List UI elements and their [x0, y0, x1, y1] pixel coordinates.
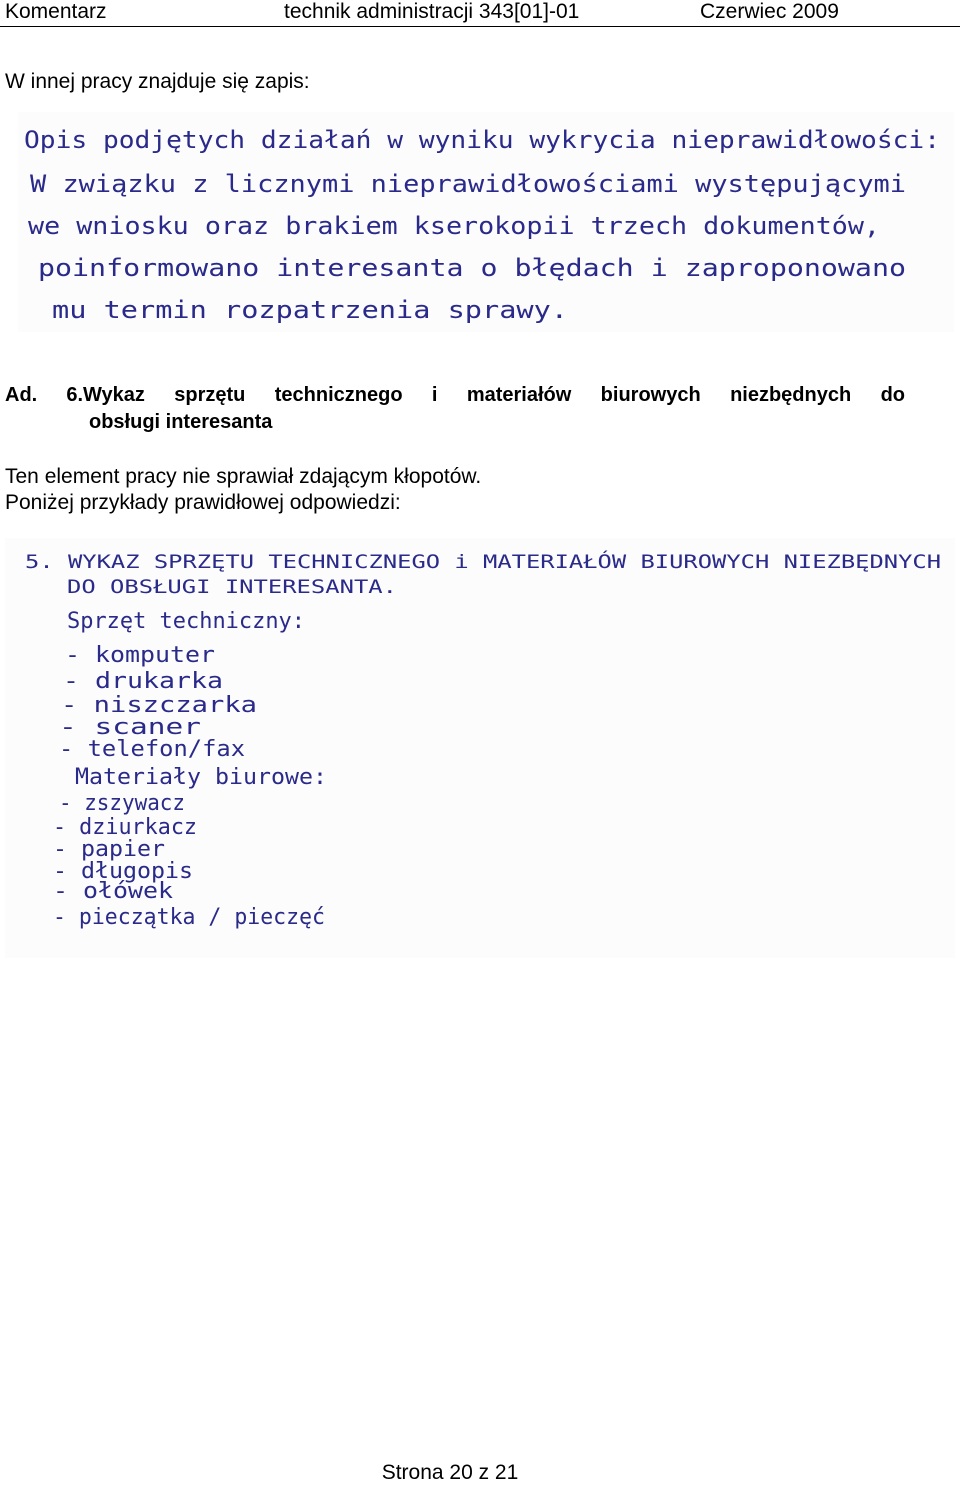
page-number: Strona 20 z 21 [381, 1461, 519, 1484]
header-divider [0, 26, 960, 27]
hw2-line: - niszczarka [61, 693, 257, 718]
hw2-line: - dziurkacz [53, 815, 197, 840]
handwritten-scan-2 [5, 538, 955, 958]
handwritten-scan-1 [18, 112, 954, 332]
hw1-line: Opis podjętych działań w wyniku wykrycia nieprawidłowości: [24, 126, 940, 154]
hw2-line: - komputer [65, 643, 215, 668]
hw2-line: DO OBSŁUGI INTERESANTA. [67, 576, 397, 598]
section-title-line1: Wykaz sprzętu technicznego i materiałów biurowych niezbędnych do [83, 384, 905, 406]
hw2-line: - scaner [59, 715, 201, 740]
hw2-line: 5. WYKAZ SPRZĘTU TECHNICZNEGO i MATERIAŁÓW BIUROWYCH NIEZBĘDNYCH [25, 551, 758, 573]
hw1-line: W związku z licznymi nieprawidłowościami występującymi [30, 170, 906, 198]
section-heading [5, 382, 905, 436]
hw1-line: we wniosku oraz brakiem kserokopii trzech dokumentów, [28, 212, 880, 240]
hw2-line: - ołówek [53, 879, 173, 904]
hw2-line: Materiały biurowe: [75, 765, 327, 790]
comment-paragraph: Ten element pracy nie sprawiał zdającym kłopotów. [5, 465, 482, 488]
hw2-line: - telefon/fax [59, 737, 246, 762]
hw1-line: mu termin rozpatrzenia sprawy. [52, 296, 568, 324]
section-number: Ad. 6. [5, 384, 83, 406]
section-title-line2: obsługi interesanta [89, 411, 273, 433]
intro-text: W innej pracy znajduje się zapis: [5, 70, 310, 93]
header-left: Komentarz [5, 0, 107, 23]
header-center: technik administracji 343[01]-01 [284, 0, 580, 23]
handwriting-1-svg [18, 112, 954, 332]
hw2-line: - pieczątka / pieczęć [53, 905, 325, 930]
hw1-line: poinformowano interesanta o błędach i zaproponowano [38, 254, 907, 282]
examples-intro: Poniżej przykłady prawidłowej odpowiedzi: [5, 491, 401, 514]
hw2-line: - drukarka [63, 669, 223, 694]
header-right: Czerwiec 2009 [700, 0, 839, 23]
hw2-line: - długopis [53, 859, 193, 884]
hw2-line: - zszywacz [59, 791, 185, 816]
hw2-line: - papier [53, 837, 165, 862]
handwriting-2-svg [5, 538, 955, 958]
hw2-line: Sprzęt techniczny: [67, 609, 305, 634]
